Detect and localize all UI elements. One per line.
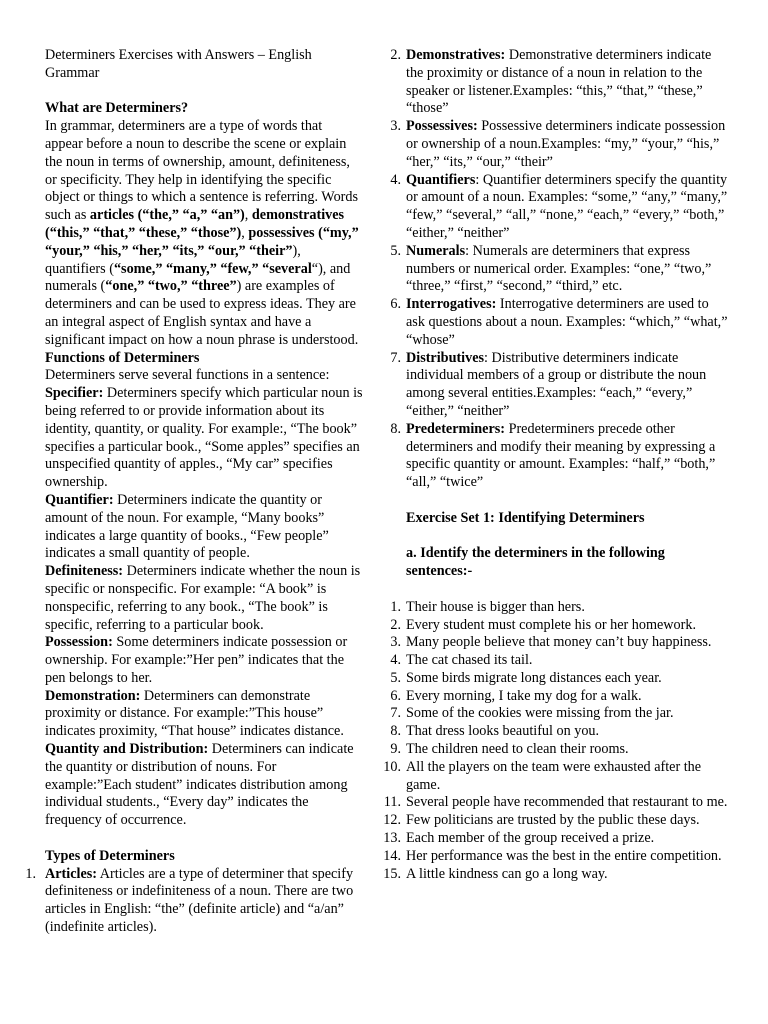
function-specifier (45, 385, 363, 492)
function-label: Demonstration: (45, 687, 141, 704)
list-number: 8. (390, 723, 401, 740)
exercise-subheading: a. Identify the determiners in the following sentences:- (406, 545, 665, 580)
left-column (25, 47, 363, 937)
types-list-left (25, 865, 363, 937)
intro-bold-articles: articles (“the,” “a,” “an”) (89, 207, 245, 224)
type-label: Numerals (406, 242, 466, 259)
function-quantifier (45, 492, 363, 563)
exercise-sentence: Her performance was the best in the entire competition. (406, 847, 722, 864)
type-label: Articles: (45, 865, 97, 882)
functions-heading: Functions of Determiners (45, 349, 200, 366)
list-number: 8. (390, 420, 401, 437)
type-text: : Distributive determiners indicate individual members of a group or distribute the noun among several entities.Examples: “each,” “every,” “either,” “neither” (406, 349, 707, 419)
type-text: : Numerals are determiners that express numbers or numerical order. Examples: “one,” “two,” “three,” “first,” “second,” “third,” etc. (406, 242, 712, 295)
exercise-sentence: Every student must complete his or her homework. (406, 616, 696, 633)
exercise-list (383, 599, 728, 884)
list-item (383, 812, 728, 830)
type-label: Demonstratives: (406, 47, 506, 63)
list-item (383, 617, 728, 635)
function-label: Quantity and Distribution: (45, 741, 209, 758)
list-item (383, 296, 728, 349)
function-text: Determiners can demonstrate proximity or distance. For example:”This house” indicates proximity, “That house” indicates distance. (45, 687, 344, 740)
list-number: 1. (25, 865, 36, 882)
list-number: 1. (390, 598, 401, 615)
function-possession (45, 634, 363, 687)
list-number: 3. (390, 634, 401, 651)
function-label: Specifier: (45, 385, 104, 402)
type-text: Interrogative determiners are used to ask questions about a noun. Examples: “which,” “what,” “whose” (406, 296, 728, 348)
list-item (383, 172, 728, 243)
intro-bold-quantifiers: “some,” “many,” “few,” “several (113, 260, 312, 277)
exercise-sentence: Some birds migrate long distances each year. (406, 669, 662, 686)
list-item (383, 688, 728, 706)
list-item (383, 830, 728, 848)
list-number: 6. (390, 687, 401, 704)
type-label: Distributives (406, 349, 485, 366)
list-number: 2. (390, 47, 401, 63)
list-item (383, 118, 728, 171)
list-number: 4. (390, 171, 401, 188)
list-number: 2. (390, 616, 401, 633)
what-heading: What are Determiners? (45, 100, 189, 117)
exercise-sentence: The cat chased its tail. (406, 652, 533, 669)
document-title: Determiners Exercises with Answers – English Grammar (45, 47, 312, 81)
exercise-heading: Exercise Set 1: Identifying Determiners (406, 509, 645, 526)
exercise-sentence: Many people believe that money can’t buy happiness. (406, 634, 712, 651)
exercise-sentence: A little kindness can go a long way. (406, 865, 608, 882)
list-number: 3. (390, 118, 401, 135)
right-column (383, 47, 728, 883)
list-number: 6. (390, 296, 401, 313)
list-item (383, 866, 728, 884)
function-definiteness (45, 563, 363, 634)
list-item (383, 848, 728, 866)
list-number: 7. (390, 349, 401, 366)
list-number: 11. (383, 794, 401, 811)
list-item (25, 865, 363, 937)
intro-paragraph (45, 118, 363, 349)
exercise-sentence: Their house is bigger than hers. (406, 598, 585, 615)
list-number: 9. (390, 741, 401, 758)
list-number: 10. (383, 758, 401, 775)
function-text: Determiners can indicate the quantity or distribution of nouns. For example:”Each student” indicates distribution among individual students., “Every day” indicates the frequency of occurrence. (45, 741, 354, 829)
list-item (383, 634, 728, 652)
list-number: 12. (383, 812, 401, 829)
list-item (383, 350, 728, 421)
intro-text-4: ), quantifiers ( (45, 242, 301, 277)
list-item (383, 599, 728, 617)
type-text: Possessive determiners indicate possession or ownership of a noun.Examples: “my,” “your,” “his,” “her,” “its,” “our,” “their” (406, 118, 726, 170)
intro-text-6: ) are examples of determiners and can be used to express ideas. They are an integral aspect of English syntax and have a significant impact on how a noun phrase is understood. (45, 278, 359, 348)
function-demonstration (45, 688, 363, 741)
intro-bold-numerals: “one,” “two,” “three” (105, 278, 237, 295)
list-item (383, 741, 728, 759)
exercise-sentence: Every morning, I take my dog for a walk. (406, 687, 642, 704)
type-text: Demonstrative determiners indicate the proximity or distance of a noun in relation to the speaker or listener.Examples: “this,” “that,” “these,” “those” (406, 47, 712, 117)
list-number: 4. (390, 652, 401, 669)
list-item (383, 723, 728, 741)
exercise-sentence: Each member of the group received a prize. (406, 830, 655, 847)
function-text: Some determiners indicate possession or ownership. For example:”Her pen” indicates that the pen belongs to her. (45, 634, 348, 686)
exercise-sentence: Several people have recommended that restaurant to me. (406, 794, 728, 811)
list-number: 14. (383, 847, 401, 864)
list-item (383, 705, 728, 723)
list-number: 5. (390, 669, 401, 686)
list-item (383, 759, 728, 795)
exercise-sentence: Some of the cookies were missing from the jar. (406, 705, 674, 722)
intro-text-5: “), and numerals ( (45, 260, 351, 295)
function-label: Possession: (45, 634, 113, 651)
type-label: Predeterminers: (406, 420, 506, 437)
function-label: Quantifier: (45, 491, 114, 508)
list-number: 15. (383, 865, 401, 882)
type-text: : Quantifier determiners specify the quantity or amount of a noun. Examples: “some,” “any,” “many,” “few,” “several,” “all,” “none,” “each,” “every,” “both,” “either,” “neither” (406, 171, 728, 241)
list-item (383, 670, 728, 688)
exercise-sentence: All the players on the team were exhausted after the game. (406, 758, 702, 793)
intro-bold-possessives: possessives (“my,” “your,” “his,” “her,” “its,” “our,” “their” (45, 224, 359, 259)
type-label: Possessives: (406, 118, 478, 135)
type-text: Predeterminers precede other determiners and modify their meaning by expressing a specific quantity or amount. Examples: “half,” “both,” “all,” “twice” (406, 420, 716, 491)
exercise-sentence: The children need to clean their rooms. (406, 741, 629, 758)
type-text: Articles are a type of determiner that specify definiteness or indefiniteness of a noun. There are two articles in English: “the” (definite article) and “a/an” (indefinite articles). (45, 865, 354, 936)
intro-text-2: , (244, 207, 252, 224)
list-item (383, 794, 728, 812)
list-item (383, 421, 728, 492)
list-number: 13. (383, 830, 401, 847)
exercise-sentence: Few politicians are trusted by the public these days. (406, 812, 700, 829)
list-item (383, 243, 728, 296)
exercise-sentence: That dress looks beautiful on you. (406, 723, 600, 740)
type-label: Quantifiers (406, 171, 476, 188)
function-quantity-distribution (45, 741, 363, 830)
type-label: Interrogatives: (406, 296, 497, 313)
intro-text-3: , (241, 224, 249, 241)
intro-bold-demonstratives: demonstratives (“this,” “that,” “these,” “those”) (45, 207, 345, 241)
list-item (383, 652, 728, 670)
function-text: Determiners specify which particular noun is being referred to or provide information about its identity, quantity, or quality. For example:, “The book” specifies a particular book., “Some apples” specifies an unspecified quantity of apples., “My car” specifies ownership. (45, 385, 363, 491)
list-item (383, 47, 728, 118)
function-text: Determiners indicate whether the noun is specific or nonspecific. For example: “A book” is nonspecific, referring to any book., “The book” is specific, referring to a particular book. (45, 563, 361, 633)
types-heading: Types of Determiners (45, 847, 175, 864)
function-text: Determiners indicate the quantity or amount of the noun. For example, “Many books” indicates a large quantity of books., “Few people” indicates a small quantity of people. (45, 491, 329, 562)
list-number: 5. (390, 242, 401, 259)
types-list-right (383, 47, 728, 492)
list-number: 7. (390, 705, 401, 722)
function-label: Definiteness: (45, 563, 124, 580)
intro-text-1: In grammar, determiners are a type of words that appear before a noun to describe the scene or explain the noun in terms of ownership, amount, definiteness, or specificity. They help in identifying the specific object or things to which a sentence is referring. Words such as (45, 118, 358, 224)
functions-intro: Determiners serve several functions in a sentence: (45, 367, 330, 384)
